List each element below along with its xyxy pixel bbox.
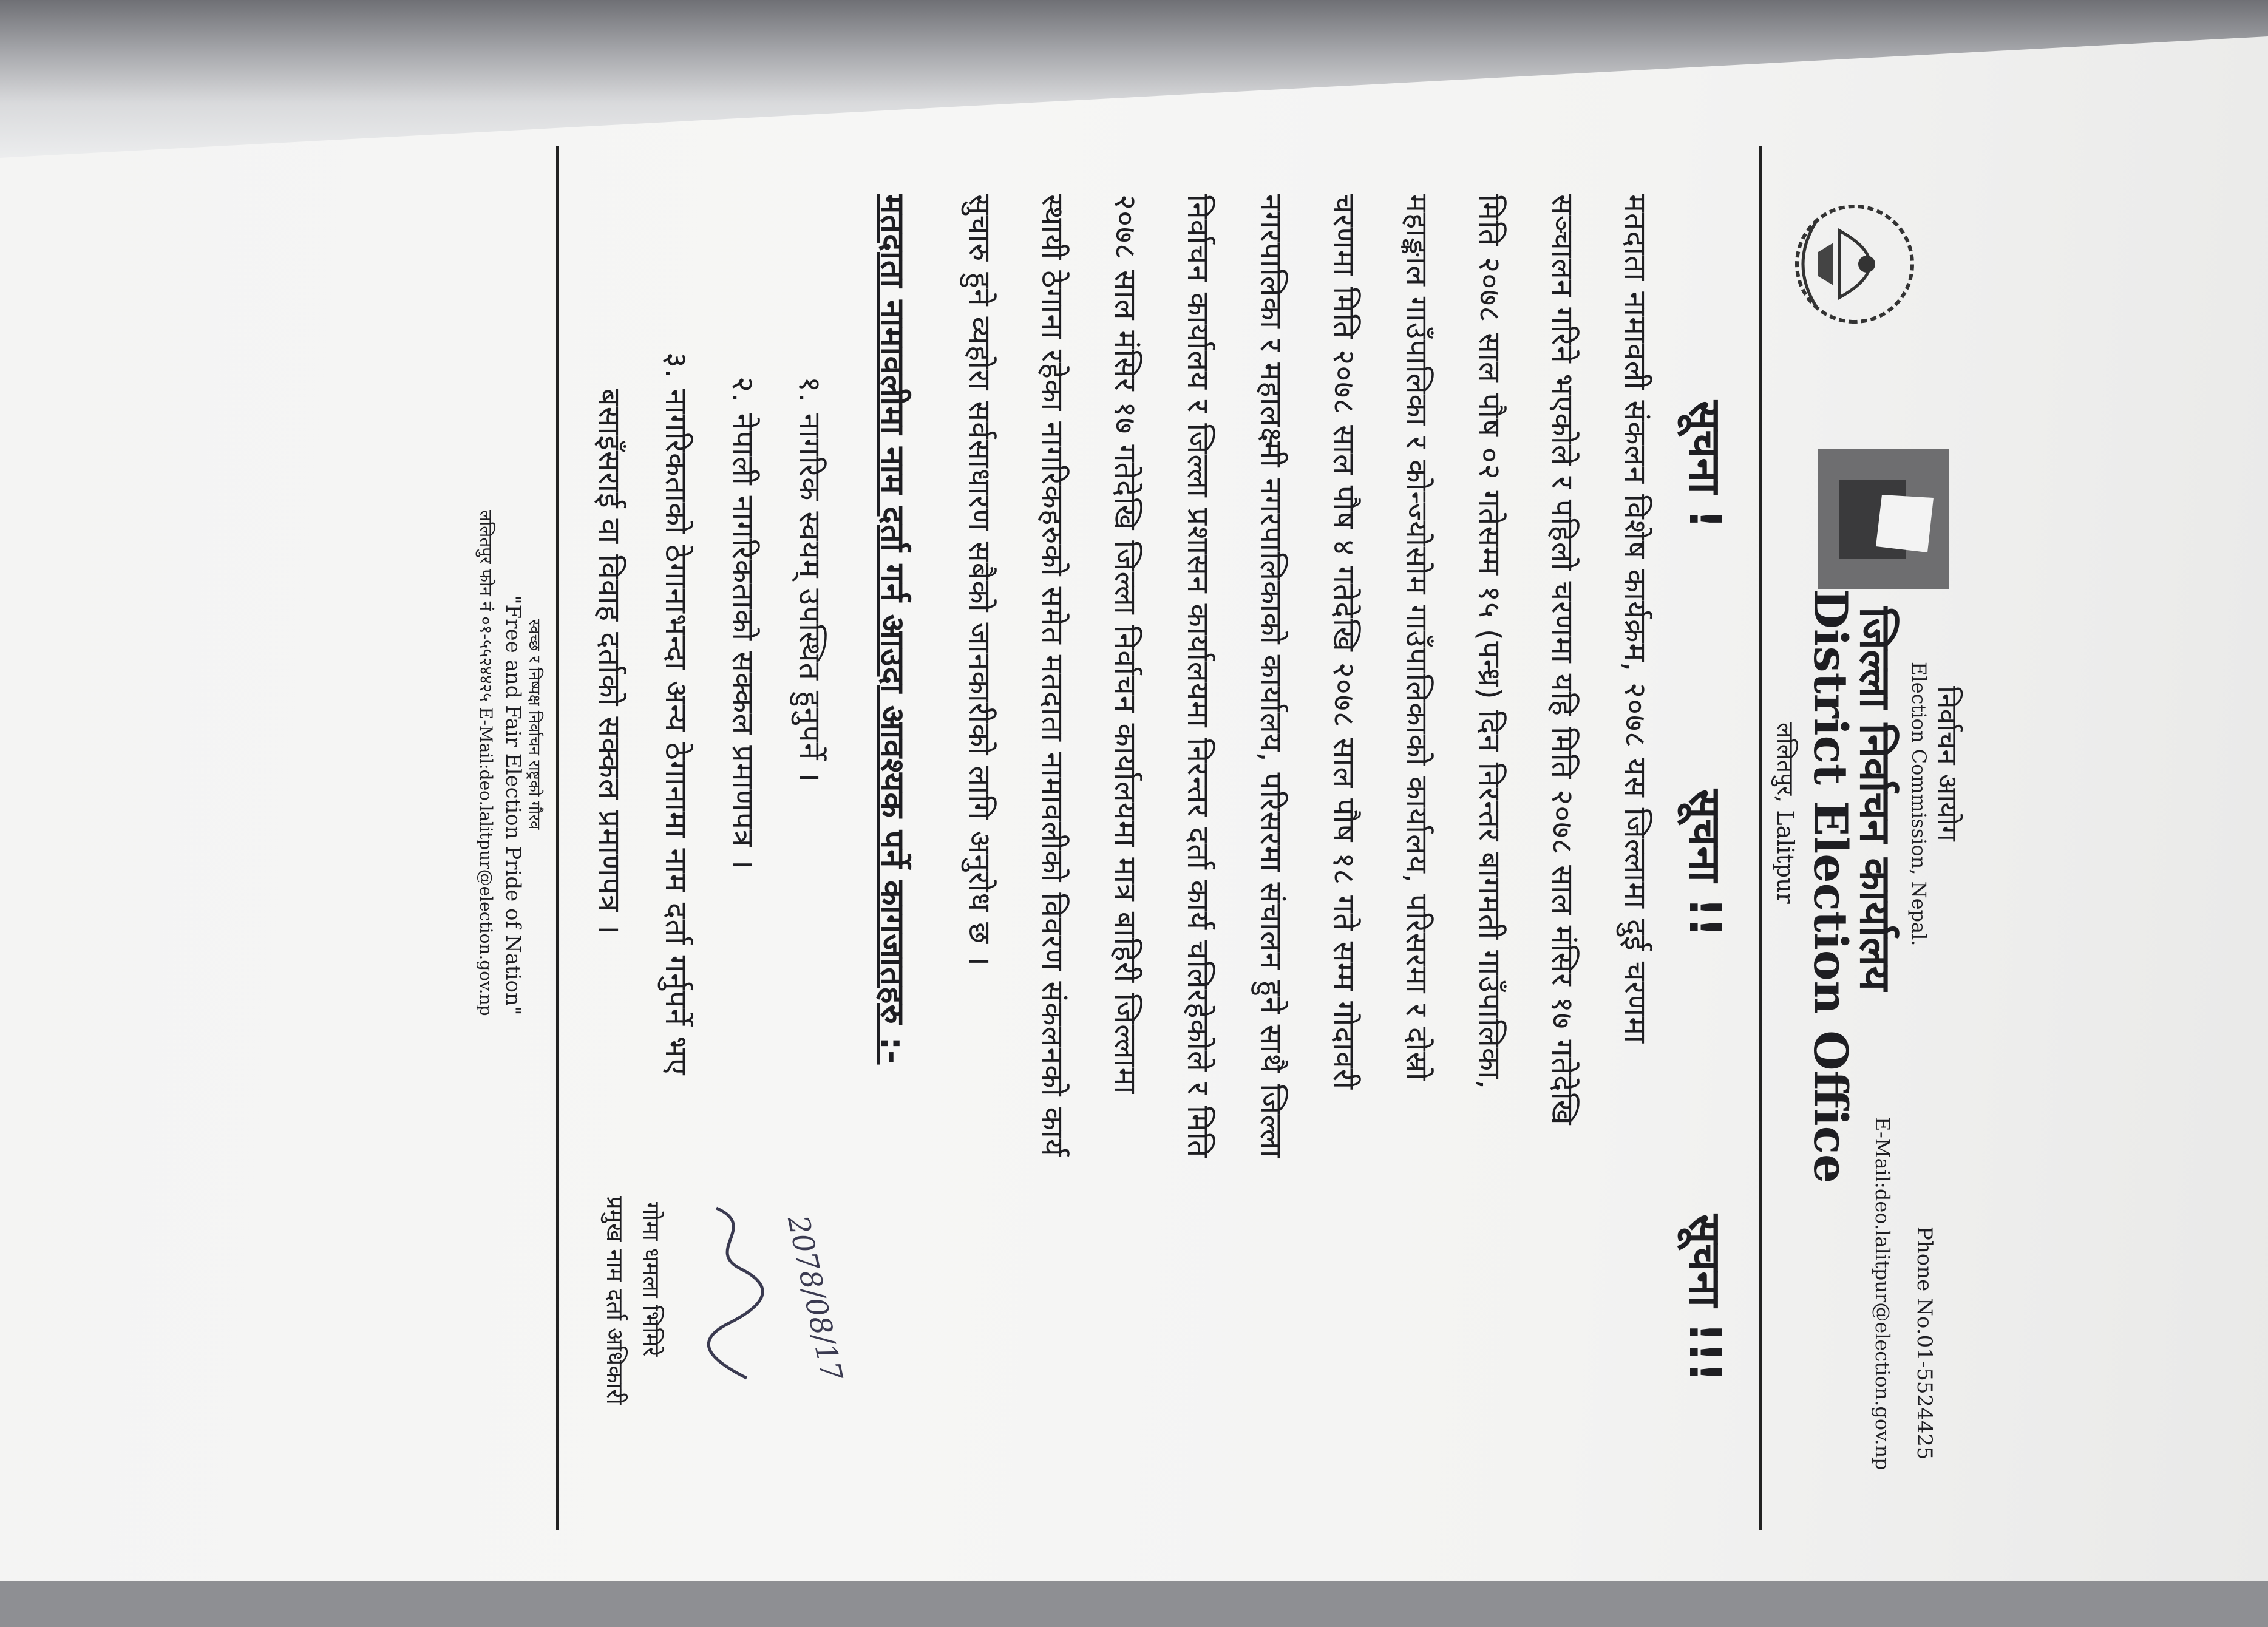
- body-line: सञ्चालन गरिने भएकोले र पहिलो चरणमा यहि मिति २०७८ साल मंसिर १७ गतेदेखि: [1545, 194, 1580, 1126]
- document-item: २. नेपाली नागरिकताको सक्कल प्रमाणपत्र ।: [725, 376, 761, 870]
- footer-contact: ललितपुर फोन नं ०१-५५२४४२५ E-Mail:deo.lalitpur@election.gov.np: [476, 510, 496, 1016]
- office-name-nepali: जिल्ला निर्वाचन कार्यालय: [1850, 607, 1901, 991]
- signatory-name: गोमा धमला भिमिरे: [638, 1202, 665, 1357]
- document-item: ३. नागरिकताको ठेगानाभन्दा अन्य ठेगानामा नाम दर्ता गर्नुपर्ने भए: [659, 352, 694, 1076]
- handwritten-signature: 2078/08/17: [780, 1212, 849, 1384]
- nepal-emblem-icon: [1785, 194, 1924, 334]
- documents-heading: मतदाता नामावलीमा नाम दर्ता गर्न आउदा आवश्यक पर्ने कागजातहरु :-: [874, 194, 912, 1065]
- document-item: १. नागरिक स्वयम् उपस्थित हुनुपर्ने ।: [792, 376, 827, 783]
- document-item: बसाइँसराई वा विवाह दर्ताको सक्कल प्रमाणपत्र ।: [592, 389, 627, 935]
- footer-slogan-english: "Free and Fair Election Pride of Nation": [501, 595, 525, 1016]
- ballot-box-icon: [1818, 449, 1949, 589]
- body-line: चरणमा मिति २०७८ साल पौष ४ गतेदेखि २०७८ साल पौष १८ गते सम्म गोदावरी: [1326, 194, 1362, 1090]
- body-line: नगरपालिका र महालक्ष्मी नगरपालिकाको कार्यालय, परिसरमा संचालन हुने साथै जिल्ला: [1254, 194, 1289, 1158]
- office-location: ललितपुर, Lalitpur: [1772, 722, 1799, 904]
- header-divider: [1759, 146, 1762, 1530]
- commission-name-english: Election Commission, Nepal.: [1907, 662, 1930, 946]
- footer-slogan-nepali: स्वच्छ र निष्पक्ष निर्वाचन राष्ट्रको गौरव: [525, 619, 543, 830]
- body-line: निर्वाचन कार्यालय र जिल्ला प्रशासन कार्यालयमा निरन्तर दर्ता कार्य चलिरहेकोले र मिति: [1181, 194, 1216, 1158]
- location-nepali: ललितपुर: [1772, 722, 1799, 796]
- body-line: सुचारु हुने व्यहोरा सर्वसाधारण सबैको जानकारीको लागि अनुरोध छ ।: [962, 194, 997, 967]
- body-line: मिति २०७८ साल पौष ०२ गतेसम्म १५ (पन्ध्र) दिन निरन्तर बागमती गाउँपालिका,: [1472, 194, 1507, 1090]
- body-line: स्थायी ठेगाना रहेका नागरिकहरुको समेत मतदाता नामावलीको विवरण संकलनको कार्य: [1035, 194, 1070, 1157]
- notice-heading-2: सूचना !!: [1680, 789, 1731, 937]
- office-name-english: District Election Office: [1804, 589, 1858, 1184]
- body-line: २०७८ साल मंसिर १७ गतेदेखि जिल्ला निर्वाचन कार्यालयमा मात्र बाहिरी जिल्लामा: [1108, 194, 1143, 1095]
- body-line: महाङ्काल गाउँपालिका र कोन्ज्योसोम गाउँपालिकाको कार्यालय, परिसरमा र दोस्रो: [1399, 194, 1434, 1081]
- body-line: मतदाता नामावली संकलन विशेष कार्यक्रम, २०७८ यस जिल्लामा दुई चरणमा: [1618, 194, 1653, 1044]
- location-english: Lalitpur: [1772, 810, 1799, 904]
- email-address: E-Mail:deo.lalitpur@election.gov.np: [1871, 1117, 1894, 1470]
- notice-heading-1: सूचना !: [1680, 401, 1731, 529]
- commission-name-nepali: निर्वाचन आयोग: [1931, 686, 1964, 841]
- notice-document: [0, 121, 1973, 1627]
- signatory-designation: प्रमुख नाम दर्ता अधिकारी: [602, 1196, 628, 1405]
- signature-scribble-icon: [698, 1202, 771, 1384]
- phone-number: Phone No.01-5524425: [1912, 1226, 1937, 1460]
- footer-divider: [556, 146, 559, 1530]
- notice-heading-3: सूचना !!!: [1680, 1214, 1731, 1382]
